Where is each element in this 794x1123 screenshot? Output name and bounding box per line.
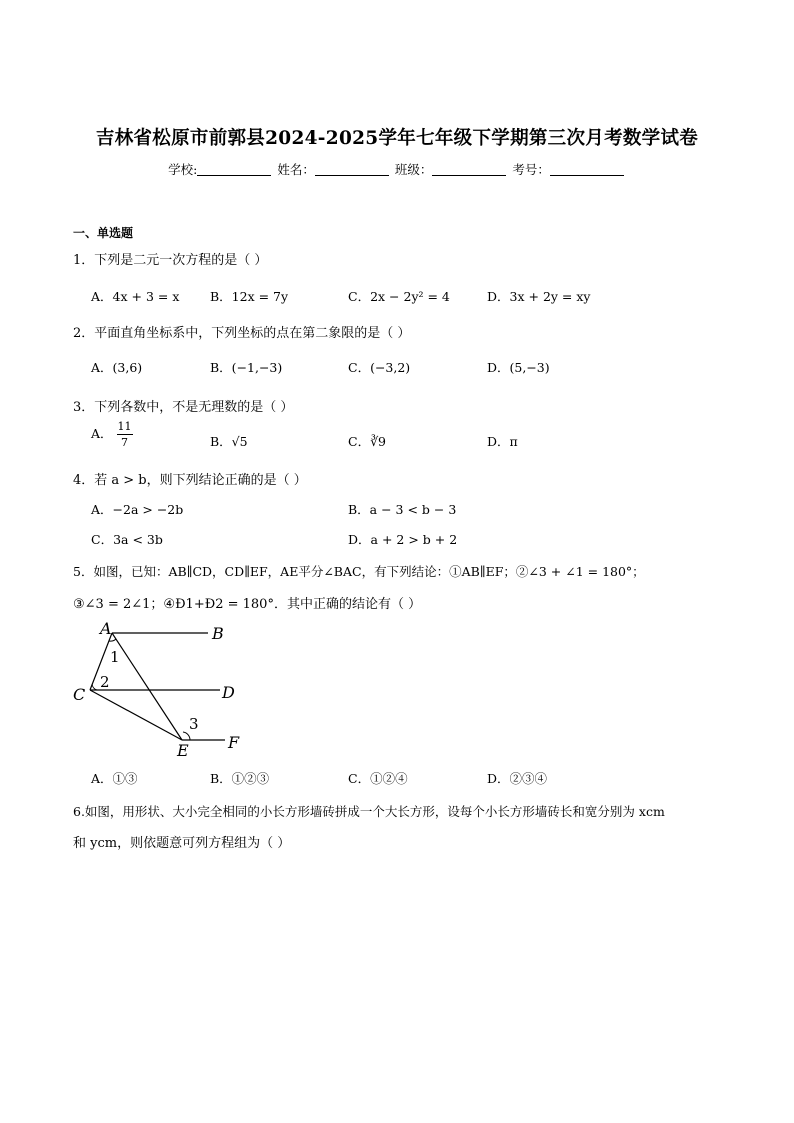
q2-option-a: A．(3,6): [91, 360, 143, 375]
line-ae: [112, 633, 182, 740]
label-d: D: [222, 683, 235, 702]
angle-1-label: 1: [110, 648, 120, 666]
label-e: E: [177, 741, 189, 760]
class-blank: [432, 162, 506, 176]
exam-no-label: 考号：: [512, 162, 550, 177]
label-f: F: [228, 733, 240, 752]
q5-geometry-figure: [70, 618, 250, 760]
q4-option-c: C．3a < 3b: [91, 532, 163, 547]
student-info-row: [0, 160, 794, 178]
angle-2-arc: [92, 684, 97, 690]
angle-3-arc: [183, 732, 190, 740]
q1-option-a: A．4x + 3 = x: [91, 289, 180, 304]
line-ce: [90, 690, 182, 740]
q3-fraction: [117, 421, 133, 448]
school-blank: [197, 162, 271, 176]
q6-stem-line1: 6.如图，用形状、大小完全相同的小长方形墙砖拼成一个大长方形，设每个小长方形墙砖长和宽分别为 xcm: [73, 804, 665, 819]
class-label: 班级：: [394, 162, 433, 177]
q1-option-d: D．3x + 2y = xy: [487, 289, 591, 304]
page-title: 吉林省松原市前郭县2024-2025学年七年级下学期第三次月考数学试卷: [95, 128, 699, 149]
q1-option-b: B．12x = 7y: [210, 289, 289, 304]
q2-option-d: D．(5,−3): [487, 360, 550, 375]
q3-option-a: [91, 421, 133, 448]
school-label: 学校:: [168, 162, 198, 177]
q2-option-c: C．(−3,2): [348, 360, 411, 375]
q3-option-b: B．√5: [210, 434, 248, 449]
q4-option-b: B．a − 3 < b − 3: [348, 502, 457, 517]
q5-option-d: D．②③④: [487, 771, 548, 786]
q3-option-a-label: A．: [91, 426, 113, 441]
label-b: B: [212, 624, 224, 643]
label-a: A: [100, 619, 112, 638]
q3-option-d: D．π: [487, 434, 518, 449]
name-label: 姓名：: [277, 162, 315, 177]
angle-2-label: 2: [100, 673, 110, 691]
q3-stem: 3．下列各数中，不是无理数的是（ ）: [73, 400, 294, 415]
q5-option-b: B．①②③: [210, 771, 270, 786]
q5-stem-line1: 5．如图，已知：AB∥CD，CD∥EF，AE平分∠BAC，有下列结论：①AB∥EF；②∠3 + ∠1 = 180°；: [73, 564, 645, 579]
q5-stem-line2: ③∠3 = 2∠1；④Ð1+Ð2 = 180°．其中正确的结论有（ ）: [73, 597, 422, 612]
label-c: C: [73, 685, 86, 704]
q6-stem-line2: 和 ycm，则依题意可列方程组为（ ）: [73, 836, 291, 851]
section-heading: 一、单选题: [73, 226, 134, 240]
q2-option-b: B．(−1,−3): [210, 360, 283, 375]
q4-stem: 4．若 a > b，则下列结论正确的是（ ）: [73, 473, 307, 488]
q2-stem: 2．平面直角坐标系中，下列坐标的点在第二象限的是（ ）: [73, 326, 411, 341]
q5-option-c: C．①②④: [348, 771, 408, 786]
q1-option-c: C．2x − 2y² = 4: [348, 289, 450, 304]
exam-no-blank: [550, 162, 624, 176]
q1-stem: 1．下列是二元一次方程的是（ ）: [73, 253, 268, 268]
q3-option-c: C．∛9: [348, 434, 386, 449]
q3-fraction-numerator: 11: [117, 420, 132, 433]
q4-option-a: A．−2a > −2b: [91, 502, 184, 517]
q3-fraction-denominator: 7: [121, 436, 129, 449]
angle-3-label: 3: [189, 715, 199, 733]
q5-option-a: A．①③: [91, 771, 138, 786]
name-blank: [315, 162, 389, 176]
q4-option-d: D．a + 2 > b + 2: [348, 532, 458, 547]
